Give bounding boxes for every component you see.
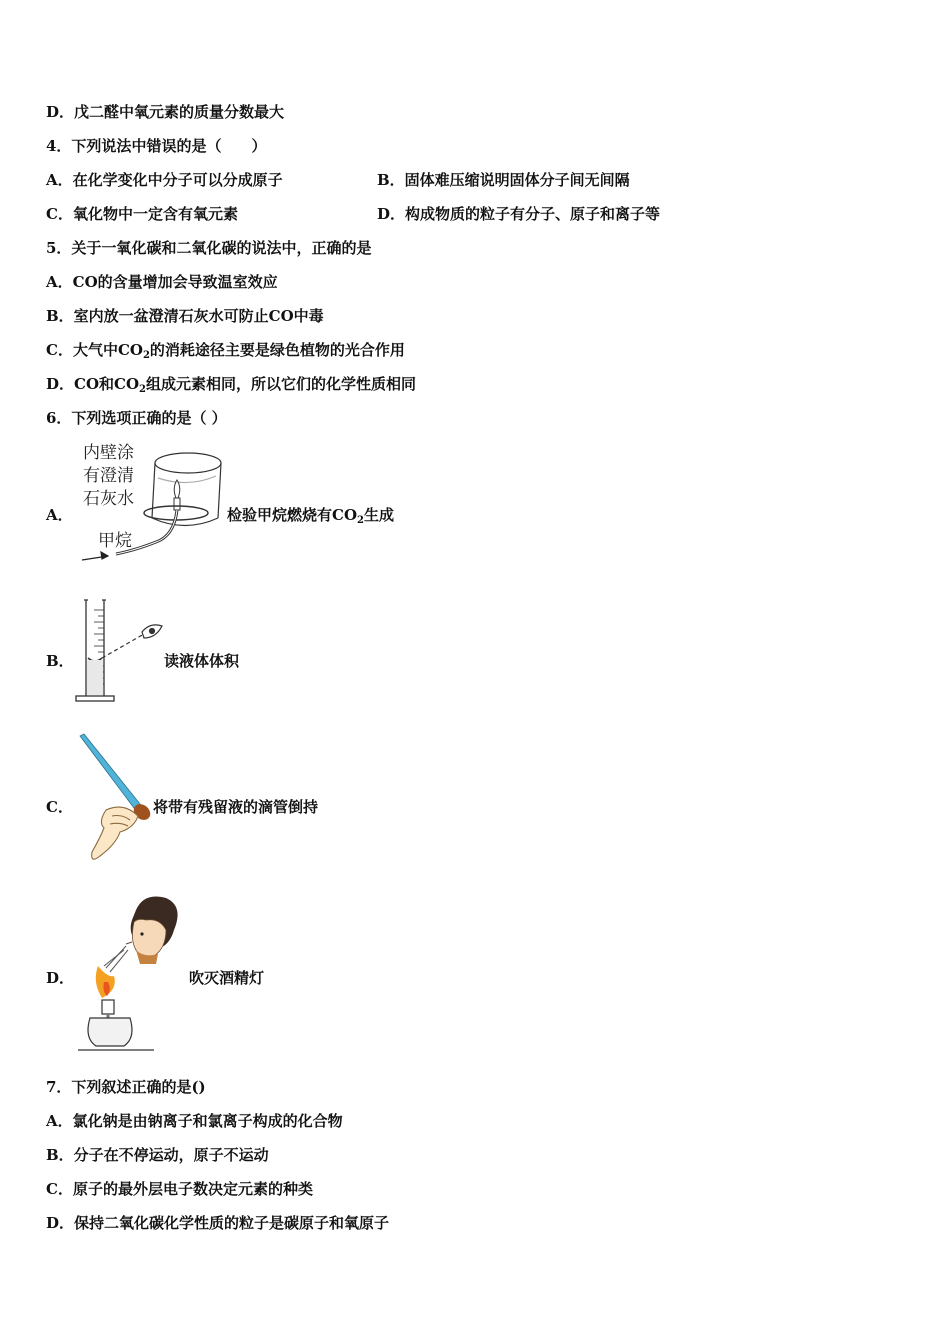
q7-stem: 7．下列叙述正确的是() (46, 1078, 206, 1096)
q6-option-c-caption: 将带有残留液的滴管倒持 (153, 798, 319, 816)
alcohol-lamp-figure (74, 888, 186, 1056)
q5-option-a: A．CO的含量增加会导致温室效应 (46, 273, 278, 291)
graduated-cylinder-figure (72, 596, 164, 704)
q6-option-a-letter: A． (46, 506, 73, 524)
q4-option-d: D．构成物质的粒子有分子、原子和离子等 (377, 205, 661, 223)
q6-option-d-caption: 吹灭酒精灯 (189, 969, 265, 987)
graduated-cylinder-icon (76, 600, 114, 701)
hand-icon (92, 807, 138, 859)
q6-stem: 6．下列选项正确的是（ ） (46, 409, 227, 427)
q4-stem: 4．下列说法中错误的是（ ） (46, 137, 267, 155)
q4-option-a: A．在化学变化中分子可以分成原子 (46, 171, 283, 189)
q6-option-b-caption: 读液体体积 (164, 652, 240, 670)
dropper-figure (76, 732, 156, 866)
arrow-icon (82, 552, 108, 560)
fig-label-line3: 石灰水 (83, 489, 134, 509)
methane-combustion-figure (78, 438, 228, 570)
q6-option-b-letter: B． (46, 652, 74, 670)
q3-option-d: D．戊二醛中氧元素的质量分数最大 (46, 103, 285, 121)
q4-option-c: C．氧化物中一定含有氧元素 (46, 205, 238, 223)
q4-option-b: B．固体难压缩说明固体分子间无间隔 (377, 171, 630, 189)
q7-option-a: A．氯化钠是由钠离子和氯离子构成的化合物 (46, 1112, 343, 1130)
blow-lines (104, 946, 128, 972)
fig-label-line1: 内壁涂 (83, 443, 134, 463)
q7-option-b: B．分子在不停运动，原子不运动 (46, 1146, 269, 1164)
q6-option-c-letter: C． (46, 798, 73, 816)
q6-option-d-letter: D． (46, 969, 75, 987)
q7-option-d: D．保持二氧化碳化学性质的粒子是碳原子和氧原子 (46, 1214, 390, 1232)
inverted-beaker-icon (152, 453, 221, 526)
q6-option-a-caption: 检验甲烷燃烧有$CO_2$生成 (227, 506, 394, 526)
fig-label-gas: 甲烷 (98, 531, 132, 551)
girl-head-icon (126, 897, 178, 965)
sight-line (102, 634, 144, 658)
flame-icon (96, 966, 115, 998)
q5-option-c: C．大气中$CO_2$的消耗途径主要是绿色植物的光合作用 (46, 341, 405, 361)
q5-option-d: D．CO和$CO_2$组成元素相同，所以它们的化学性质相同 (46, 375, 417, 395)
fig-label-line2: 有澄清 (83, 466, 134, 486)
q5-option-b: B．室内放一盆澄清石灰水可防止CO中毒 (46, 307, 324, 325)
eye-icon (142, 625, 162, 638)
alcohol-lamp-icon (78, 1000, 154, 1050)
q5-stem: 5．关于一氧化碳和二氧化碳的说法中，正确的是 (46, 239, 372, 257)
q7-option-c: C．原子的最外层电子数决定元素的种类 (46, 1180, 313, 1198)
